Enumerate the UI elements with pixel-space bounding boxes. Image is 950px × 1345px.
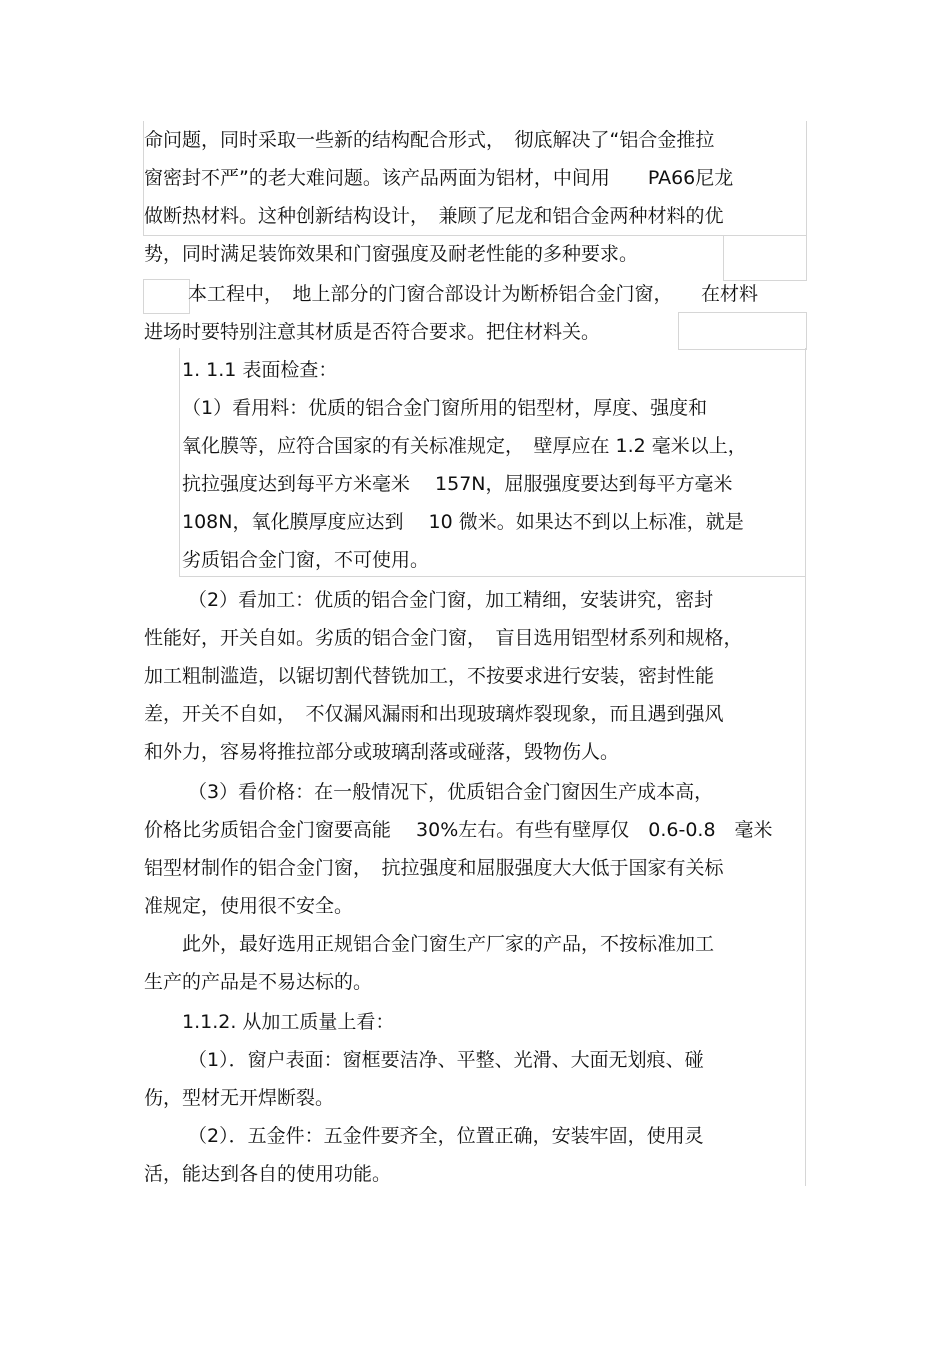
- text-line: （2）．五金件：五金件要齐全，位置正确，安装牢固，使用灵: [188, 1125, 704, 1147]
- section-heading: 1. 1.1 表面检查：: [182, 359, 338, 381]
- frame-box-right: [805, 348, 806, 1186]
- text-line: （2）看加工：优质的铝合金门窗，加工精细，安装讲究，密封: [188, 589, 714, 611]
- text-line: 氧化膜等，应符合国家的有关标准规定， 壁厚应在 1.2 毫米以上，: [182, 435, 747, 457]
- text-line: 势，同时满足装饰效果和门窗强度及耐老性能的多种要求。: [144, 243, 639, 265]
- text-line: 加工粗制滥造，以锯切割代替铣加工，不按要求进行安装，密封性能: [144, 665, 715, 687]
- text-line: 本工程中， 地上部分的门窗合部设计为断桥铝合金门窗， 在材料: [188, 283, 759, 305]
- text-line: 差，开关不自如， 不仅漏风漏雨和出现玻璃炸裂现象，而且遇到强风: [144, 703, 724, 725]
- text-line: 进场时要特别注意其材质是否符合要求。把住材料关。: [144, 321, 601, 343]
- text-line: 此外，最好选用正规铝合金门窗生产厂家的产品，不按标准加工: [182, 933, 715, 955]
- text-line: 准规定，使用很不安全。: [144, 895, 354, 917]
- text-line: （1）看用料：优质的铝合金门窗所用的铝型材，厚度、强度和: [182, 397, 708, 419]
- text-line: 活，能达到各自的使用功能。: [144, 1163, 392, 1185]
- text-line: 命问题，同时采取一些新的结构配合形式， 彻底解决了“铝合金推拉: [144, 129, 715, 151]
- text-line: 价格比劣质铝合金门窗要高能 30%左右。有些有壁厚仅 0.6-0.8 毫米: [144, 819, 773, 841]
- frame-box-small-a: [723, 235, 807, 281]
- section-heading: 1.1.2. 从加工质量上看：: [182, 1011, 395, 1033]
- text-line: 劣质铝合金门窗，不可使用。: [182, 549, 430, 571]
- text-line: 性能好，开关自如。劣质的铝合金门窗， 盲目选用铝型材系列和规格，: [144, 627, 743, 649]
- text-line: 做断热材料。这种创新结构设计， 兼顾了尼龙和铝合金两种材料的优: [144, 205, 724, 227]
- text-line: 和外力，容易将推拉部分或玻璃刮落或碰落，毁物伤人。: [144, 741, 620, 763]
- text-line: 抗拉强度达到每平方米毫米 157N，屈服强度要达到每平方毫米: [182, 473, 733, 495]
- text-line: 伤，型材无开焊断裂。: [144, 1087, 335, 1109]
- frame-box-small-b: [678, 312, 807, 350]
- text-line: 窗密封不严”的老大难问题。该产品两面为铝材，中间用 PA66尼龙: [144, 167, 734, 189]
- text-line: （3）看价格：在一般情况下，优质铝合金门窗因生产成本高，: [188, 781, 714, 803]
- text-line: 108N，氧化膜厚度应达到 10 微米。如果达不到以上标准，就是: [182, 511, 744, 533]
- text-line: 生产的产品是不易达标的。: [144, 971, 373, 993]
- frame-box-small-c: [143, 279, 190, 314]
- text-line: （1）．窗户表面：窗框要洁净、平整、光滑、大面无划痕、碰: [188, 1049, 704, 1071]
- text-line: 铝型材制作的铝合金门窗， 抗拉强度和屈服强度大大低于国家有关标: [144, 857, 724, 879]
- frame-box-middle: [179, 348, 806, 577]
